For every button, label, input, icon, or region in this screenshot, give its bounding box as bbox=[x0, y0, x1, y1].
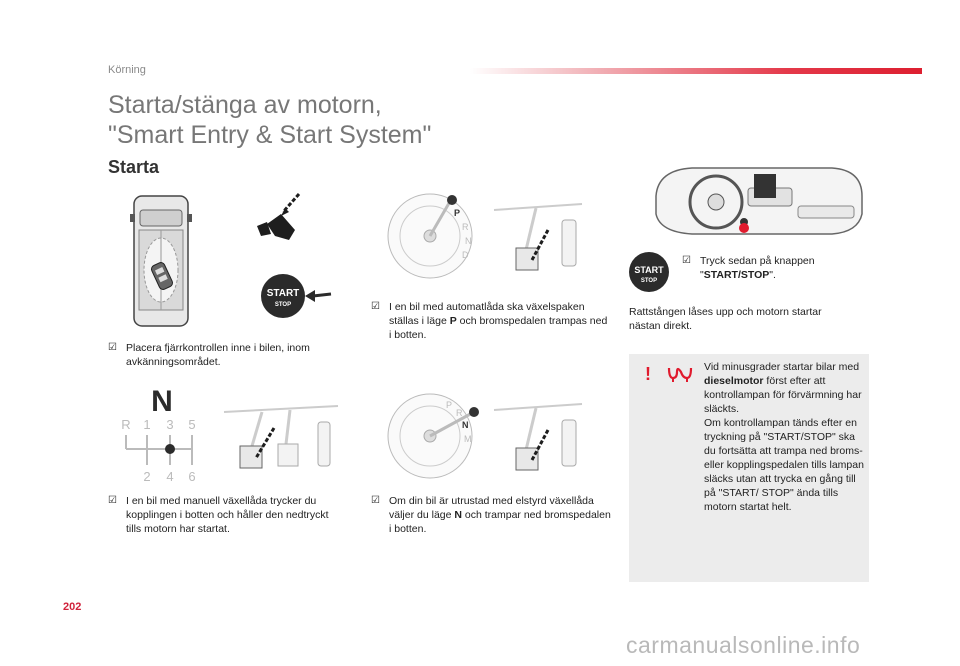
automatic-gearbox-p-illustration bbox=[386, 190, 586, 282]
header-accent-bar bbox=[470, 68, 922, 74]
bullet-marker: ☑ bbox=[371, 301, 380, 312]
stop-label: STOP bbox=[640, 278, 658, 284]
gear-2: 2 bbox=[143, 469, 151, 484]
foot-press-icon bbox=[255, 190, 305, 246]
diesel-note-text bbox=[704, 360, 864, 514]
exclamation-icon: ! bbox=[645, 364, 651, 384]
step-electric-n bbox=[371, 494, 616, 536]
gear-letter-d: D bbox=[462, 250, 469, 260]
note-diesel-word: dieselmotor bbox=[704, 375, 764, 387]
gear-6: 6 bbox=[188, 469, 196, 484]
step-electric-n-gear: N bbox=[454, 509, 462, 521]
page-number: 202 bbox=[63, 601, 82, 613]
gear-5: 5 bbox=[188, 417, 196, 432]
step-press-text-2: ". bbox=[769, 269, 776, 281]
start-stop-button-icon bbox=[261, 270, 333, 324]
step-electric-n-text-2: och trampar ned bromspedalen i botten. bbox=[389, 509, 611, 535]
result-text: Rattstången låses upp och motorn startar nästan direkt. bbox=[629, 306, 822, 332]
manual-gear-pattern-illustration bbox=[118, 385, 204, 485]
step-automatic-p-gear: P bbox=[449, 315, 457, 327]
gear-letter-p: P bbox=[446, 400, 453, 410]
dashboard-illustration bbox=[652, 166, 866, 240]
gear-letter-m: M bbox=[464, 434, 472, 444]
gear-letter-n: N bbox=[465, 236, 472, 246]
gear-letter-p: P bbox=[454, 208, 461, 218]
manual-pedals-illustration bbox=[222, 400, 340, 472]
page-title-line-2: "Smart Entry & Start System" bbox=[108, 121, 432, 149]
watermark: carmanualsonline.info bbox=[626, 632, 861, 658]
start-label: START bbox=[634, 265, 664, 275]
diesel-note-box bbox=[629, 354, 869, 582]
bullet-marker: ☑ bbox=[371, 495, 380, 506]
gear-3: 3 bbox=[166, 417, 174, 432]
step-press-text-1: Tryck sedan på knappen " bbox=[700, 255, 815, 281]
note-text-1: Vid minusgrader startar bilar med bbox=[704, 361, 860, 373]
gear-4: 4 bbox=[166, 469, 174, 484]
gear-n-label: N bbox=[151, 385, 173, 418]
gear-letter-r: R bbox=[456, 408, 463, 418]
bullet-marker: ☑ bbox=[108, 342, 117, 353]
step-manual-clutch bbox=[108, 494, 343, 536]
note-text-2: först efter att kontrollampan för förvärmning har släckts. bbox=[704, 375, 862, 415]
electric-gearbox-n-illustration bbox=[386, 390, 586, 482]
gear-letter-n: N bbox=[462, 420, 469, 430]
step-manual-clutch-text: I en bil med manuell växellåda trycker du kopplingen i botten och håller den nedtryckt tills motorn har startat. bbox=[126, 495, 329, 535]
section-label: Körning bbox=[108, 64, 146, 76]
step-automatic-p-text-1: I en bil med automatlåda ska växelspaken ställas i läge bbox=[389, 301, 585, 327]
step-press-start-stop bbox=[682, 254, 862, 282]
glow-plug-icon bbox=[665, 364, 695, 384]
car-key-zone-illustration bbox=[126, 190, 196, 332]
step-press-button-name: START/STOP bbox=[703, 269, 770, 281]
gear-r: R bbox=[121, 417, 131, 432]
step-place-key bbox=[108, 341, 338, 369]
stop-label: STOP bbox=[274, 302, 292, 308]
gear-1: 1 bbox=[143, 417, 151, 432]
page-title bbox=[108, 90, 431, 150]
bullet-marker: ☑ bbox=[108, 495, 117, 506]
step-place-key-text: Placera fjärrkontrollen inne i bilen, inom avkänningsområdet. bbox=[126, 342, 310, 368]
step-automatic-p bbox=[371, 300, 611, 342]
start-stop-button-small-icon bbox=[629, 252, 669, 292]
step-automatic-p-text-2: och bromspedalen trampas ned i botten. bbox=[389, 315, 608, 341]
section-subtitle: Starta bbox=[108, 157, 160, 177]
step-electric-n-text-1: Om din bil är utrustad med elstyrd växellåda väljer du läge bbox=[389, 495, 594, 521]
start-label: START bbox=[266, 288, 300, 299]
page-title-line-1: Starta/stänga av motorn, bbox=[108, 91, 382, 119]
bullet-marker: ☑ bbox=[682, 255, 691, 266]
note-text-3: Om kontrollampan tänds efter en tryckning på "START/STOP" ska du fortsätta att trampa ned broms- eller kopplingspedalen tills lampan släcks utan att trycka en gång till på "START/ STOP" ända tills motorn startat helt. bbox=[704, 417, 864, 513]
gear-letter-r: R bbox=[462, 222, 469, 232]
